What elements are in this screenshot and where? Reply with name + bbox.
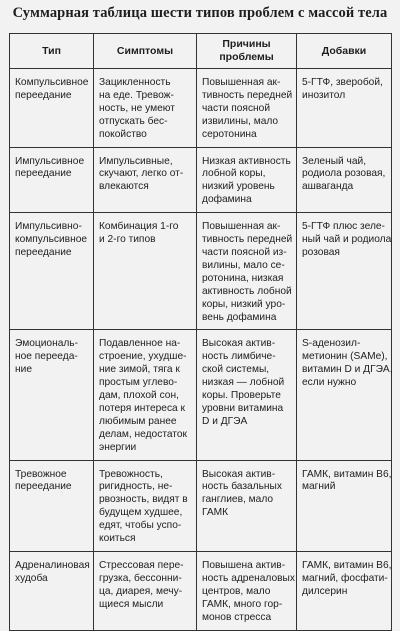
cell-causes [197, 330, 297, 460]
cell-line: части поясной из- [202, 246, 287, 258]
cell-line: Зацикленность [99, 77, 171, 88]
cell-line: ГАМК, витамин B6, [302, 560, 392, 571]
cell-line: рвозность, видят в [99, 494, 188, 506]
cell-line: если нужно [302, 377, 357, 389]
cell-line: вилины, мало се- [202, 259, 285, 271]
cell-type [10, 330, 94, 460]
cell-line: Подавленное на- [99, 338, 181, 350]
cell-line: монов стресса [202, 611, 272, 623]
cell-line: серотонина [202, 128, 257, 140]
cell-line: ность лимбиче- [202, 351, 276, 363]
cell-line: ность, не умеют [99, 102, 175, 114]
cell-line: ГАМК [202, 507, 229, 519]
cell-line: Эмоциональ- [15, 338, 79, 350]
cell-causes [197, 69, 297, 148]
cell-line: едят, чтобы успо- [99, 520, 182, 532]
cell-line: переедание [15, 168, 72, 180]
cell-line: отпускать бес- [99, 115, 168, 127]
weight-problems-table [9, 33, 392, 631]
cell-line: ца, диарея, мечу- [99, 585, 183, 597]
header-line: проблемы [219, 51, 274, 63]
header-line: Добавки [321, 44, 367, 57]
cell-line: ской системы, [202, 364, 270, 376]
cell-line: части поясной [202, 102, 271, 114]
cell-line: грузка, бессонни- [99, 572, 182, 584]
cell-line: ние зимой, тяга к [99, 364, 180, 376]
cell-line: низкая — лобной [202, 377, 285, 389]
cell-line: на еде. Тревож- [99, 89, 174, 101]
cell-line: щиеся мысли [99, 598, 164, 610]
cell-line: ашваганда [302, 181, 354, 193]
cell-line: вень дофамина [202, 311, 277, 323]
header-line: Причины [222, 38, 271, 50]
cell-line: ние [15, 364, 32, 376]
cell-type [10, 213, 94, 330]
header-supplements [297, 34, 392, 69]
cell-causes [197, 552, 297, 631]
cell-line: Импульсивно- [15, 221, 82, 233]
cell-line: коиться [99, 533, 136, 545]
cell-line: ный чай и родиола [302, 234, 392, 246]
cell-symptoms [94, 147, 197, 213]
cell-line: Тревожное [15, 468, 67, 480]
cell-line: простым углево- [99, 377, 178, 389]
cell-supplements [297, 460, 392, 551]
cell-line: метионин (SAMe), [302, 351, 388, 363]
cell-line: Импульсивное [15, 155, 85, 167]
cell-line: 5-ГТФ, зверобой, [302, 77, 383, 88]
page-title: Суммарная таблица шести типов проблем с массой тела [12, 5, 388, 21]
cell-line: покойство [99, 128, 147, 140]
cell-line: Повышенная ак- [202, 77, 281, 88]
cell-line: лобной коры, [202, 168, 266, 180]
cell-line: коры. Проверьте [202, 390, 281, 402]
cell-line: переедание [15, 246, 72, 258]
cell-line: тивность передней [202, 234, 293, 246]
cell-line: розовая [302, 246, 340, 258]
table-row [10, 552, 392, 631]
cell-supplements [297, 330, 392, 460]
cell-line: ротонина, низкая [202, 272, 284, 284]
header-type [10, 34, 94, 69]
cell-line: компульсивное [15, 234, 88, 246]
cell-causes [197, 460, 297, 551]
cell-symptoms [94, 213, 197, 330]
cell-line: строение, ухудше- [99, 351, 187, 363]
cell-line: скучают, легко от- [99, 168, 184, 180]
cell-line: ригидность, не- [99, 481, 173, 493]
cell-line: 5-ГТФ плюс зеле- [302, 221, 385, 233]
cell-line: влекаются [99, 181, 149, 193]
cell-line: Повышена актив- [202, 560, 286, 571]
cell-line: Адреналиновая [15, 560, 90, 571]
cell-line: худоба [15, 572, 48, 584]
cell-line: Зеленый чай, [302, 155, 367, 167]
cell-line: Импульсивные, [99, 155, 173, 167]
cell-line: ГАМК, много гор- [202, 598, 283, 610]
cell-causes [197, 147, 297, 213]
table-row [10, 330, 392, 460]
header-row [10, 34, 392, 69]
cell-line: Тревожность, [99, 468, 163, 480]
cell-type [10, 147, 94, 213]
cell-type [10, 460, 94, 551]
cell-line: центров, мало [202, 585, 271, 597]
cell-supplements [297, 147, 392, 213]
cell-supplements [297, 552, 392, 631]
cell-line: инозитол [302, 89, 346, 101]
cell-line: коры, низкий уро- [202, 298, 286, 310]
cell-line: ганглиев, мало [202, 494, 274, 506]
cell-line: потеря интереса к [99, 402, 185, 414]
cell-line: ность базальных [202, 481, 282, 493]
cell-line: делам, недостаток [99, 428, 187, 440]
cell-line: Низкая активность [202, 155, 291, 167]
cell-line: D и ДГЭА [202, 415, 248, 427]
cell-supplements [297, 213, 392, 330]
cell-line: родиола розовая, [302, 168, 386, 180]
cell-line: любимым ранее [99, 415, 177, 427]
cell-line: магний, фосфати- [302, 572, 388, 584]
cell-line: S-аденозил- [302, 338, 361, 350]
cell-causes [197, 213, 297, 330]
cell-line: Стрессовая пере- [99, 560, 184, 571]
cell-line: будущем худшее, [99, 507, 183, 519]
cell-symptoms [94, 460, 197, 551]
cell-line: тивность передней [202, 89, 293, 101]
header-line: Симптомы [116, 44, 174, 57]
cell-line: активность лобной [202, 285, 292, 297]
cell-line: переедание [15, 89, 72, 101]
cell-line: магний [302, 481, 336, 493]
cell-line: переедание [15, 481, 72, 493]
cell-symptoms [94, 552, 197, 631]
cell-line: низкий уровень [202, 181, 275, 193]
cell-type [10, 69, 94, 148]
table-row [10, 147, 392, 213]
cell-line: Повышенная ак- [202, 221, 281, 233]
cell-line: и 2-го типов [99, 234, 156, 246]
cell-symptoms [94, 330, 197, 460]
cell-line: Комбинация 1-го [99, 221, 179, 233]
header-line: Тип [42, 44, 61, 57]
cell-line: ность адреналовых [202, 572, 295, 584]
table-row [10, 460, 392, 551]
cell-line: витамин D и ДГЭА, [302, 364, 393, 376]
cell-line: ГАМК, витамин B6, [302, 468, 392, 480]
cell-line: энергии [99, 441, 137, 453]
table-row [10, 213, 392, 330]
cell-symptoms [94, 69, 197, 148]
header-symptoms [94, 34, 197, 69]
header-causes [197, 34, 297, 69]
cell-line: ное перееда- [15, 351, 78, 363]
table-row [10, 69, 392, 148]
cell-line: Высокая актив- [202, 468, 276, 480]
cell-line: извилины, мало [202, 115, 279, 127]
cell-line: дам, плохой сон, [99, 390, 179, 402]
cell-line: Компульсивное [15, 77, 89, 88]
cell-type [10, 552, 94, 631]
cell-supplements [297, 69, 392, 148]
cell-line: Высокая актив- [202, 338, 276, 350]
cell-line: дофамина [202, 194, 252, 206]
cell-line: дилсерин [302, 585, 348, 597]
cell-line: уровни витамина [202, 402, 284, 414]
